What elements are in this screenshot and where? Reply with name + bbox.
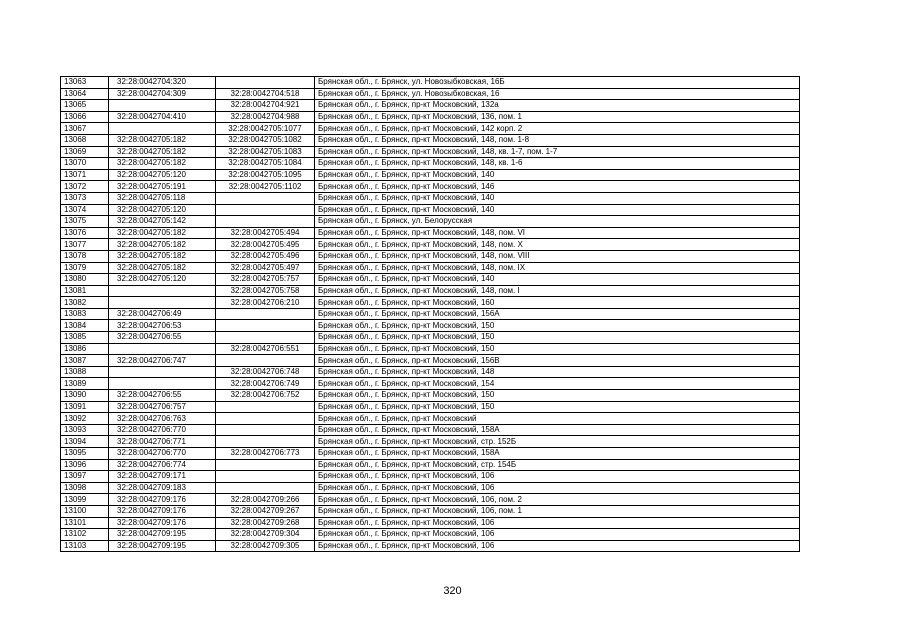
table-row bbox=[61, 343, 800, 355]
page-number: 320 bbox=[443, 585, 462, 597]
row-number-cell: 13092 bbox=[61, 413, 109, 425]
parcel-cadastral-cell: 32:28:0042706:49 bbox=[109, 308, 216, 320]
row-number-cell: 13102 bbox=[61, 529, 109, 541]
address-cell: Брянская обл., г. Брянск, пр-кт Московский, 106 bbox=[315, 471, 800, 483]
row-number-cell: 13103 bbox=[61, 540, 109, 552]
table-row bbox=[61, 158, 800, 170]
table-row bbox=[61, 436, 800, 448]
parcel-cadastral-cell: 32:28:0042706:53 bbox=[109, 320, 216, 332]
address-cell: Брянская обл., г. Брянск, пр-кт Московский, 150 bbox=[315, 320, 800, 332]
table-row bbox=[61, 413, 800, 425]
parcel-cadastral-cell: 32:28:0042705:182 bbox=[109, 146, 216, 158]
table-row bbox=[61, 77, 800, 89]
address-cell: Брянская обл., г. Брянск, пр-кт Московский, 148 bbox=[315, 366, 800, 378]
parcel-cadastral-cell bbox=[109, 366, 216, 378]
row-number-cell: 13086 bbox=[61, 343, 109, 355]
object-cadastral-cell: 32:28:0042705:496 bbox=[216, 250, 315, 262]
address-cell: Брянская обл., г. Брянск, пр-кт Московский, 150 bbox=[315, 343, 800, 355]
address-cell: Брянская обл., г. Брянск, пр-кт Московский, 148, пом. I bbox=[315, 285, 800, 297]
table-row bbox=[61, 297, 800, 309]
row-number-cell: 13088 bbox=[61, 366, 109, 378]
table-row bbox=[61, 274, 800, 286]
table-row bbox=[61, 517, 800, 529]
address-cell: Брянская обл., г. Брянск, пр-кт Московский, 106 bbox=[315, 482, 800, 494]
parcel-cadastral-cell: 32:28:0042705:182 bbox=[109, 239, 216, 251]
table-row bbox=[61, 169, 800, 181]
row-number-cell: 13094 bbox=[61, 436, 109, 448]
object-cadastral-cell bbox=[216, 320, 315, 332]
row-number-cell: 13101 bbox=[61, 517, 109, 529]
row-number-cell: 13093 bbox=[61, 424, 109, 436]
row-number-cell: 13070 bbox=[61, 158, 109, 170]
parcel-cadastral-cell: 32:28:0042706:771 bbox=[109, 436, 216, 448]
table-row bbox=[61, 320, 800, 332]
parcel-cadastral-cell: 32:28:0042704:410 bbox=[109, 111, 216, 123]
parcel-cadastral-cell bbox=[109, 100, 216, 112]
parcel-cadastral-cell: 32:28:0042704:309 bbox=[109, 88, 216, 100]
address-cell: Брянская обл., г. Брянск, пр-кт Московский, 148, пом. 1-8 bbox=[315, 134, 800, 146]
row-number-cell: 13074 bbox=[61, 204, 109, 216]
row-number-cell: 13063 bbox=[61, 77, 109, 89]
row-number-cell: 13077 bbox=[61, 239, 109, 251]
object-cadastral-cell: 32:28:0042709:266 bbox=[216, 494, 315, 506]
row-number-cell: 13080 bbox=[61, 274, 109, 286]
address-cell: Брянская обл., г. Брянск, пр-кт Московский, 158А bbox=[315, 448, 800, 460]
address-cell: Брянская обл., г. Брянск, пр-кт Московский, 146 bbox=[315, 181, 800, 193]
parcel-cadastral-cell bbox=[109, 123, 216, 135]
row-number-cell: 13073 bbox=[61, 192, 109, 204]
address-cell: Брянская обл., г. Брянск, пр-кт Московский, 148, пом. VIII bbox=[315, 250, 800, 262]
row-number-cell: 13091 bbox=[61, 401, 109, 413]
parcel-cadastral-cell: 32:28:0042709:176 bbox=[109, 494, 216, 506]
parcel-cadastral-cell: 32:28:0042706:747 bbox=[109, 355, 216, 367]
row-number-cell: 13071 bbox=[61, 169, 109, 181]
object-cadastral-cell bbox=[216, 471, 315, 483]
object-cadastral-cell bbox=[216, 401, 315, 413]
table-row bbox=[61, 378, 800, 390]
object-cadastral-cell bbox=[216, 77, 315, 89]
table-row bbox=[61, 123, 800, 135]
object-cadastral-cell bbox=[216, 192, 315, 204]
row-number-cell: 13097 bbox=[61, 471, 109, 483]
address-cell: Брянская обл., г. Брянск, пр-кт Московский, 140 bbox=[315, 204, 800, 216]
object-cadastral-cell: 32:28:0042705:1095 bbox=[216, 169, 315, 181]
parcel-cadastral-cell: 32:28:0042706:774 bbox=[109, 459, 216, 471]
address-cell: Брянская обл., г. Брянск, пр-кт Московский, 148, кв. 1-7, пом. 1-7 bbox=[315, 146, 800, 158]
row-number-cell: 13078 bbox=[61, 250, 109, 262]
parcel-cadastral-cell: 32:28:0042705:120 bbox=[109, 274, 216, 286]
object-cadastral-cell bbox=[216, 355, 315, 367]
address-cell: Брянская обл., г. Брянск, пр-кт Московский, 148, пом. X bbox=[315, 239, 800, 251]
parcel-cadastral-cell: 32:28:0042704:320 bbox=[109, 77, 216, 89]
object-cadastral-cell bbox=[216, 308, 315, 320]
row-number-cell: 13065 bbox=[61, 100, 109, 112]
parcel-cadastral-cell: 32:28:0042706:770 bbox=[109, 448, 216, 460]
object-cadastral-cell bbox=[216, 424, 315, 436]
object-cadastral-cell: 32:28:0042706:749 bbox=[216, 378, 315, 390]
row-number-cell: 13095 bbox=[61, 448, 109, 460]
table-row bbox=[61, 88, 800, 100]
parcel-cadastral-cell: 32:28:0042706:55 bbox=[109, 332, 216, 344]
address-cell: Брянская обл., г. Брянск, ул. Белорусская bbox=[315, 216, 800, 228]
parcel-cadastral-cell bbox=[109, 297, 216, 309]
parcel-cadastral-cell: 32:28:0042709:195 bbox=[109, 529, 216, 541]
table-row bbox=[61, 308, 800, 320]
parcel-cadastral-cell: 32:28:0042706:770 bbox=[109, 424, 216, 436]
object-cadastral-cell: 32:28:0042705:494 bbox=[216, 227, 315, 239]
table-row bbox=[61, 540, 800, 552]
object-cadastral-cell: 32:28:0042706:551 bbox=[216, 343, 315, 355]
parcel-cadastral-cell bbox=[109, 285, 216, 297]
table-row bbox=[61, 250, 800, 262]
address-cell: Брянская обл., г. Брянск, ул. Новозыбковская, 16Б bbox=[315, 77, 800, 89]
parcel-cadastral-cell: 32:28:0042705:142 bbox=[109, 216, 216, 228]
address-cell: Брянская обл., г. Брянск, пр-кт Московский bbox=[315, 413, 800, 425]
parcel-cadastral-cell: 32:28:0042705:120 bbox=[109, 169, 216, 181]
object-cadastral-cell: 32:28:0042704:988 bbox=[216, 111, 315, 123]
parcel-cadastral-cell: 32:28:0042706:763 bbox=[109, 413, 216, 425]
table-row bbox=[61, 216, 800, 228]
address-cell: Брянская обл., г. Брянск, пр-кт Московский, 136, пом. 1 bbox=[315, 111, 800, 123]
address-cell: Брянская обл., г. Брянск, пр-кт Московский, 140 bbox=[315, 192, 800, 204]
table-row bbox=[61, 192, 800, 204]
table-row bbox=[61, 285, 800, 297]
parcel-cadastral-cell: 32:28:0042706:757 bbox=[109, 401, 216, 413]
row-number-cell: 13083 bbox=[61, 308, 109, 320]
table-row bbox=[61, 366, 800, 378]
object-cadastral-cell: 32:28:0042705:1084 bbox=[216, 158, 315, 170]
parcel-cadastral-cell: 32:28:0042705:120 bbox=[109, 204, 216, 216]
address-cell: Брянская обл., г. Брянск, пр-кт Московский, стр. 152Б bbox=[315, 436, 800, 448]
address-cell: Брянская обл., г. Брянск, пр-кт Московский, 160 bbox=[315, 297, 800, 309]
address-cell: Брянская обл., г. Брянск, пр-кт Московский, 154 bbox=[315, 378, 800, 390]
parcel-cadastral-cell: 32:28:0042705:182 bbox=[109, 262, 216, 274]
table-row bbox=[61, 505, 800, 517]
table-row bbox=[61, 471, 800, 483]
row-number-cell: 13075 bbox=[61, 216, 109, 228]
address-cell: Брянская обл., г. Брянск, пр-кт Московский, 150 bbox=[315, 401, 800, 413]
row-number-cell: 13100 bbox=[61, 505, 109, 517]
table-row bbox=[61, 111, 800, 123]
address-cell: Брянская обл., г. Брянск, пр-кт Московский, 150 bbox=[315, 332, 800, 344]
object-cadastral-cell: 32:28:0042706:752 bbox=[216, 390, 315, 402]
table-row bbox=[61, 448, 800, 460]
row-number-cell: 13072 bbox=[61, 181, 109, 193]
object-cadastral-cell bbox=[216, 332, 315, 344]
parcel-cadastral-cell bbox=[109, 378, 216, 390]
table-row bbox=[61, 146, 800, 158]
object-cadastral-cell bbox=[216, 216, 315, 228]
object-cadastral-cell: 32:28:0042705:757 bbox=[216, 274, 315, 286]
object-cadastral-cell bbox=[216, 204, 315, 216]
object-cadastral-cell: 32:28:0042706:210 bbox=[216, 297, 315, 309]
registry-table bbox=[60, 76, 800, 552]
table-row bbox=[61, 529, 800, 541]
object-cadastral-cell: 32:28:0042705:1102 bbox=[216, 181, 315, 193]
row-number-cell: 13096 bbox=[61, 459, 109, 471]
parcel-cadastral-cell: 32:28:0042709:183 bbox=[109, 482, 216, 494]
table-row bbox=[61, 239, 800, 251]
table-row bbox=[61, 100, 800, 112]
address-cell: Брянская обл., г. Брянск, ул. Новозыбковская, 16 bbox=[315, 88, 800, 100]
address-cell: Брянская обл., г. Брянск, пр-кт Московский, 132а bbox=[315, 100, 800, 112]
address-cell: Брянская обл., г. Брянск, пр-кт Московский, 148, пом. IX bbox=[315, 262, 800, 274]
object-cadastral-cell: 32:28:0042706:773 bbox=[216, 448, 315, 460]
object-cadastral-cell: 32:28:0042705:497 bbox=[216, 262, 315, 274]
address-cell: Брянская обл., г. Брянск, пр-кт Московский, 156А bbox=[315, 308, 800, 320]
row-number-cell: 13068 bbox=[61, 134, 109, 146]
address-cell: Брянская обл., г. Брянск, пр-кт Московский, 106 bbox=[315, 517, 800, 529]
registry-table-body bbox=[61, 77, 800, 552]
object-cadastral-cell bbox=[216, 413, 315, 425]
object-cadastral-cell bbox=[216, 436, 315, 448]
row-number-cell: 13069 bbox=[61, 146, 109, 158]
parcel-cadastral-cell: 32:28:0042709:176 bbox=[109, 505, 216, 517]
parcel-cadastral-cell: 32:28:0042705:182 bbox=[109, 250, 216, 262]
object-cadastral-cell: 32:28:0042705:1082 bbox=[216, 134, 315, 146]
parcel-cadastral-cell: 32:28:0042705:191 bbox=[109, 181, 216, 193]
address-cell: Брянская обл., г. Брянск, пр-кт Московский, стр. 154Б bbox=[315, 459, 800, 471]
address-cell: Брянская обл., г. Брянск, пр-кт Московский, 156В bbox=[315, 355, 800, 367]
object-cadastral-cell bbox=[216, 459, 315, 471]
parcel-cadastral-cell: 32:28:0042705:182 bbox=[109, 227, 216, 239]
row-number-cell: 13066 bbox=[61, 111, 109, 123]
table-row bbox=[61, 332, 800, 344]
row-number-cell: 13085 bbox=[61, 332, 109, 344]
parcel-cadastral-cell bbox=[109, 343, 216, 355]
table-row bbox=[61, 482, 800, 494]
row-number-cell: 13087 bbox=[61, 355, 109, 367]
address-cell: Брянская обл., г. Брянск, пр-кт Московский, 148, кв. 1-6 bbox=[315, 158, 800, 170]
table-row bbox=[61, 424, 800, 436]
object-cadastral-cell bbox=[216, 482, 315, 494]
parcel-cadastral-cell: 32:28:0042705:182 bbox=[109, 158, 216, 170]
address-cell: Брянская обл., г. Брянск, пр-кт Московский, 106, пом. 2 bbox=[315, 494, 800, 506]
row-number-cell: 13076 bbox=[61, 227, 109, 239]
table-row bbox=[61, 262, 800, 274]
row-number-cell: 13081 bbox=[61, 285, 109, 297]
row-number-cell: 13067 bbox=[61, 123, 109, 135]
row-number-cell: 13064 bbox=[61, 88, 109, 100]
row-number-cell: 13084 bbox=[61, 320, 109, 332]
parcel-cadastral-cell: 32:28:0042709:171 bbox=[109, 471, 216, 483]
table-row bbox=[61, 390, 800, 402]
row-number-cell: 13079 bbox=[61, 262, 109, 274]
table-row bbox=[61, 355, 800, 367]
table-row bbox=[61, 204, 800, 216]
object-cadastral-cell: 32:28:0042705:495 bbox=[216, 239, 315, 251]
parcel-cadastral-cell: 32:28:0042705:182 bbox=[109, 134, 216, 146]
parcel-cadastral-cell: 32:28:0042709:176 bbox=[109, 517, 216, 529]
table-row bbox=[61, 401, 800, 413]
object-cadastral-cell: 32:28:0042704:921 bbox=[216, 100, 315, 112]
object-cadastral-cell: 32:28:0042705:758 bbox=[216, 285, 315, 297]
row-number-cell: 13082 bbox=[61, 297, 109, 309]
parcel-cadastral-cell: 32:28:0042706:55 bbox=[109, 390, 216, 402]
object-cadastral-cell: 32:28:0042709:267 bbox=[216, 505, 315, 517]
address-cell: Брянская обл., г. Брянск, пр-кт Московский, 140 bbox=[315, 169, 800, 181]
table-row bbox=[61, 494, 800, 506]
address-cell: Брянская обл., г. Брянск, пр-кт Московский, 106 bbox=[315, 529, 800, 541]
address-cell: Брянская обл., г. Брянск, пр-кт Московский, 158А bbox=[315, 424, 800, 436]
address-cell: Брянская обл., г. Брянск, пр-кт Московский, 148, пом. VI bbox=[315, 227, 800, 239]
object-cadastral-cell: 32:28:0042705:1077 bbox=[216, 123, 315, 135]
parcel-cadastral-cell: 32:28:0042705:118 bbox=[109, 192, 216, 204]
table-row bbox=[61, 181, 800, 193]
object-cadastral-cell: 32:28:0042709:304 bbox=[216, 529, 315, 541]
object-cadastral-cell: 32:28:0042709:268 bbox=[216, 517, 315, 529]
parcel-cadastral-cell: 32:28:0042709:195 bbox=[109, 540, 216, 552]
table-row bbox=[61, 227, 800, 239]
address-cell: Брянская обл., г. Брянск, пр-кт Московский, 106 bbox=[315, 540, 800, 552]
object-cadastral-cell: 32:28:0042709:305 bbox=[216, 540, 315, 552]
table-row bbox=[61, 134, 800, 146]
address-cell: Брянская обл., г. Брянск, пр-кт Московский, 140 bbox=[315, 274, 800, 286]
address-cell: Брянская обл., г. Брянск, пр-кт Московский, 142 корп. 2 bbox=[315, 123, 800, 135]
object-cadastral-cell: 32:28:0042706:748 bbox=[216, 366, 315, 378]
address-cell: Брянская обл., г. Брянск, пр-кт Московский, 106, пом. 1 bbox=[315, 505, 800, 517]
row-number-cell: 13099 bbox=[61, 494, 109, 506]
object-cadastral-cell: 32:28:0042704:518 bbox=[216, 88, 315, 100]
object-cadastral-cell: 32:28:0042705:1083 bbox=[216, 146, 315, 158]
row-number-cell: 13089 bbox=[61, 378, 109, 390]
row-number-cell: 13098 bbox=[61, 482, 109, 494]
address-cell: Брянская обл., г. Брянск, пр-кт Московский, 150 bbox=[315, 390, 800, 402]
row-number-cell: 13090 bbox=[61, 390, 109, 402]
table-row bbox=[61, 459, 800, 471]
